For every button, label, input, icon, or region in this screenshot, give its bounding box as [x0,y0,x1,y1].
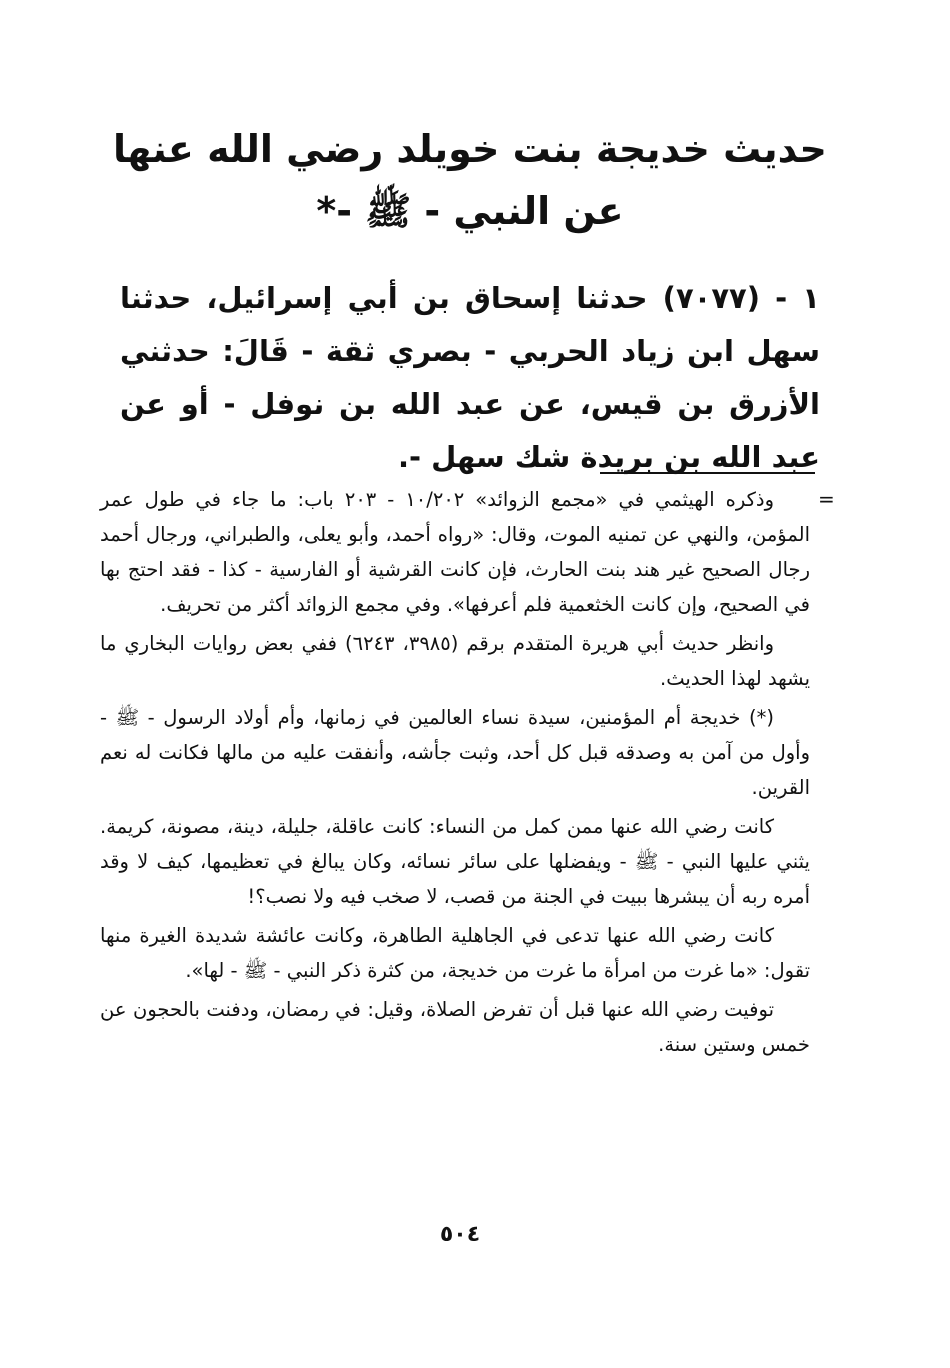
chapter-title [100,118,840,242]
footnote-divider [600,472,815,474]
footnote-paragraph: كانت رضي الله عنها ممن كمل من النساء: كانت عاقلة، جليلة، دينة، مصونة، كريمة. يثني عليها النبي - ﷺ - ويفضلها على سائر نسائه، وكان يبالغ في تعظيمها، كيف لا وقد أمره ربه أن يبشرها ببيت في الجنة من قصب، لا صخب فيه ولا نصب؟! [100,815,810,908]
chapter-title-line-2: عن النبي - ﷺ -* [316,189,624,233]
footnote-paragraph: توفيت رضي الله عنها قبل أن تفرض الصلاة، وقيل: في رمضان، ودفنت بالحجون عن خمس وستين سنة. [100,998,810,1056]
footnote-paragraph: وانظر حديث أبي هريرة المتقدم برقم (٣٩٨٥، ٦٢٤٣) ففي بعض روايات البخاري ما يشهد لهذا الحديث. [100,632,810,690]
footnote-paragraph: وذكره الهيثمي في «مجمع الزوائد» ١٠/٢٠٢ - ٢٠٣ باب: ما جاء في طول عمر المؤمن، والنهي عن تمنيه الموت، وقال: «رواه أحمد، وأبو يعلى، والطبراني، ورجال أحمد رجال الصحيح غير هند بنت الحارث، فإن كانت القرشية أو الفارسية - كذا - فقد احتج بها في الصحيح، وإن كانت الخثعمية فلم أعرفها». وفي مجمع الزوائد أكثر من تحريف. [100,488,810,616]
footnote-paragraph: (*) خديجة أم المؤمنين، سيدة نساء العالمين في زمانها، وأم أولاد الرسول - ﷺ - وأول من آمن به وصدقه قبل كل أحد، وثبت جأشه، وأنفقت عليه من مالها فكانت له نعم القرين. [100,706,810,799]
hadith-text: ١ - (٧٠٧٧) حدثنا إسحاق بن أبي إسرائيل، حدثنا سهل ابن زياد الحربي - بصري ثقة - قَالَ: حدثني الأزرق بن قيس، عن عبد الله بن نوفل - أو عن عبد الله بن بريدة شك سهل -. [120,281,820,474]
footnote-paragraph: كانت رضي الله عنها تدعى في الجاهلية الطاهرة، وكانت عائشة شديدة الغيرة منها تقول: «ما غرت من امرأة ما غرت من خديجة، من كثرة ذكر النبي - ﷺ - لها». [100,924,810,982]
footnote-continuation-marker: = [818,487,835,511]
chapter-title-line-1: حديث خديجة بنت خويلد رضي الله عنها [113,127,827,171]
page-number: ٥٠٤ [439,1222,481,1247]
footnotes [100,482,810,1066]
